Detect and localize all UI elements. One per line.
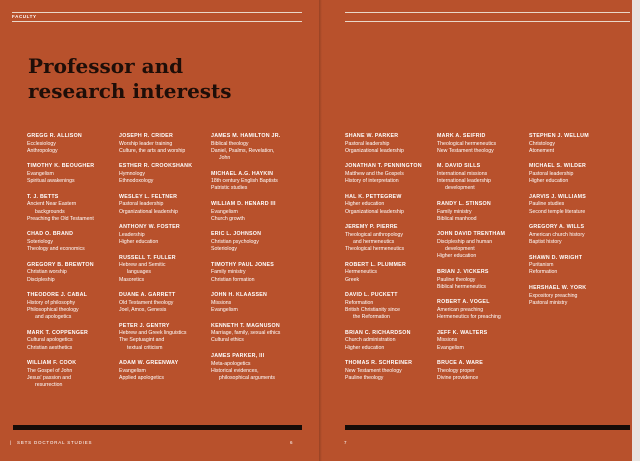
research-interest: Discipleship and human bbox=[437, 238, 493, 245]
research-interest: Evangelism bbox=[27, 170, 54, 177]
research-interest: Evangelism bbox=[211, 306, 238, 313]
title-line: Professor and bbox=[28, 54, 184, 78]
faculty-entry bbox=[437, 201, 527, 223]
research-interest: Joel, Amos, Genesis bbox=[119, 306, 167, 313]
research-interest: Matthew and the Gospels bbox=[345, 170, 404, 177]
research-interest: Higher education bbox=[437, 253, 477, 260]
faculty-name: PETER J. GENTRY bbox=[119, 322, 170, 329]
research-interest: Culture, the arts and worship bbox=[119, 147, 186, 154]
faculty-entry bbox=[437, 330, 527, 352]
research-interest: and apologetics bbox=[35, 314, 72, 321]
faculty-entry bbox=[437, 133, 527, 155]
faculty-name: GREGORY A. WILLS bbox=[529, 224, 585, 231]
research-interest: Higher education bbox=[119, 238, 159, 245]
research-interest: 18th century English Baptists bbox=[211, 178, 278, 185]
faculty-name: ADAM W. GREENWAY bbox=[119, 360, 179, 367]
faculty-entry bbox=[119, 163, 209, 185]
research-interest: backgrounds bbox=[35, 208, 65, 215]
faculty-name: MICHAEL S. WILDER bbox=[529, 163, 587, 170]
faculty-entry bbox=[437, 360, 527, 382]
faculty-name: JARVIS J. WILLIAMS bbox=[529, 193, 587, 200]
faculty-entry bbox=[437, 231, 527, 260]
faculty-column-5 bbox=[437, 133, 527, 382]
section-tag: FACULTY bbox=[12, 14, 37, 19]
faculty-name: RUSSELL T. FULLER bbox=[119, 254, 176, 261]
page-number-left: 6 bbox=[290, 440, 293, 445]
research-interest: Hymnology bbox=[119, 170, 145, 177]
faculty-entry bbox=[345, 163, 435, 185]
research-interest: Theology and economics bbox=[27, 246, 85, 253]
faculty-entry bbox=[437, 269, 527, 291]
research-interest: development bbox=[445, 246, 475, 253]
research-interest: Biblical hermeneutics bbox=[437, 283, 487, 290]
faculty-entry bbox=[529, 133, 619, 155]
research-interest: British Christianity since bbox=[345, 306, 401, 313]
research-interest: Daniel, Psalms, Revelation, bbox=[211, 147, 275, 154]
research-interest: Pastoral leadership bbox=[119, 201, 164, 208]
research-interest: Spiritual awakenings bbox=[27, 178, 75, 185]
footer-bar-right bbox=[345, 425, 630, 430]
research-interest: Hermeneutics bbox=[345, 269, 378, 276]
faculty-entry bbox=[529, 224, 619, 246]
faculty-entry bbox=[27, 231, 117, 253]
faculty-entry bbox=[529, 255, 619, 277]
research-interest: International missions bbox=[437, 170, 488, 177]
research-interest: Historical evidences, bbox=[211, 367, 259, 374]
faculty-entry bbox=[211, 133, 301, 162]
faculty-entry bbox=[529, 194, 619, 216]
research-interest: American preaching bbox=[437, 306, 484, 313]
research-interest: Meta-apologetics bbox=[211, 360, 251, 367]
faculty-name: THOMAS R. SCHREINER bbox=[345, 360, 413, 367]
research-interest: Ecclesiology bbox=[27, 140, 56, 147]
faculty-entry bbox=[27, 360, 117, 389]
faculty-entry bbox=[119, 194, 209, 216]
footer-bar-left bbox=[13, 425, 302, 430]
research-interest: Hebrew and Greek linguistics bbox=[119, 330, 187, 337]
faculty-column-6 bbox=[529, 133, 619, 307]
faculty-name: WILLIAM F. COOK bbox=[27, 360, 77, 367]
faculty-name: DAVID L. PUCKETT bbox=[345, 292, 398, 299]
faculty-name: MARK T. COPPENGER bbox=[27, 329, 89, 336]
faculty-entry bbox=[119, 255, 209, 284]
faculty-entry bbox=[119, 292, 209, 314]
research-interest: Church administration bbox=[345, 337, 396, 344]
research-interest: Theological anthropology bbox=[345, 231, 403, 238]
research-interest: development bbox=[445, 185, 475, 192]
research-interest: Biblical manhood bbox=[437, 215, 477, 222]
footer-marker: | bbox=[10, 440, 12, 445]
scroll-edge bbox=[632, 0, 640, 461]
research-interest: resurrection bbox=[35, 382, 63, 389]
faculty-name: BRIAN J. VICKERS bbox=[437, 269, 489, 276]
research-interest: languages bbox=[127, 269, 151, 276]
research-interest: Christian psychology bbox=[211, 238, 259, 245]
faculty-entry bbox=[529, 285, 619, 307]
research-interest: Pauline theology bbox=[437, 276, 476, 283]
research-interest: Organizational leadership bbox=[345, 147, 404, 154]
research-interest: Church growth bbox=[211, 215, 245, 222]
faculty-column-1 bbox=[27, 133, 117, 389]
faculty-name: WILLIAM D. HENARD III bbox=[211, 201, 276, 208]
faculty-name: JEREMY P. PIERRE bbox=[345, 224, 398, 231]
faculty-name: JONATHAN T. PENNINGTON bbox=[345, 163, 422, 170]
faculty-name: GREGORY B. BREWTON bbox=[27, 261, 94, 268]
research-interest: philosophical arguments bbox=[219, 374, 275, 381]
header-rule-left bbox=[12, 21, 302, 22]
faculty-entry bbox=[345, 360, 435, 382]
faculty-name: KENNETH T. MAGNUSON bbox=[211, 322, 280, 329]
faculty-entry bbox=[119, 133, 209, 155]
research-interest: Pastoral leadership bbox=[529, 170, 574, 177]
faculty-entry bbox=[27, 292, 117, 321]
top-rule-right bbox=[345, 12, 630, 13]
research-interest: Hebrew and Semitic bbox=[119, 262, 166, 269]
research-interest: Patristic studies bbox=[211, 185, 248, 192]
faculty-name: THEODORE J. CABAL bbox=[27, 292, 88, 299]
research-interest: The Septuagint and bbox=[119, 337, 165, 344]
faculty-name: SHANE W. PARKER bbox=[345, 133, 399, 139]
faculty-entry bbox=[345, 133, 435, 155]
faculty-entry bbox=[119, 360, 209, 382]
research-interest: American church history bbox=[529, 231, 585, 238]
faculty-name: JOHN H. KLAASSEN bbox=[211, 292, 268, 299]
faculty-name: JAMES PARKER, III bbox=[211, 353, 265, 360]
faculty-entry bbox=[211, 262, 301, 284]
faculty-name: M. DAVID SILLS bbox=[437, 163, 481, 170]
title-line: research interests bbox=[28, 79, 232, 103]
research-interest: Biblical theology bbox=[211, 140, 249, 147]
research-interest: Soteriology bbox=[211, 246, 237, 253]
footer-publication: SBTS DOCTORAL STUDIES bbox=[17, 440, 93, 445]
research-interest: Christology bbox=[529, 140, 555, 147]
research-interest: Evangelism bbox=[119, 367, 146, 374]
research-interest: The Gospel of John bbox=[27, 367, 73, 374]
faculty-name: JEFF K. WALTERS bbox=[437, 329, 488, 336]
faculty-entry bbox=[345, 292, 435, 321]
faculty-entry bbox=[211, 323, 301, 345]
faculty-name: DUANE A. GARRETT bbox=[119, 292, 176, 299]
faculty-entry bbox=[529, 163, 619, 185]
faculty-name: T. J. BETTS bbox=[27, 193, 59, 200]
research-interest: Discipleship bbox=[27, 276, 55, 283]
faculty-column-2 bbox=[119, 133, 209, 382]
research-interest: Cultural ethics bbox=[211, 337, 244, 344]
research-interest: Christian aesthetics bbox=[27, 344, 73, 351]
research-interest: Preaching the Old Testament bbox=[27, 215, 94, 222]
research-interest: Family ministry bbox=[437, 208, 472, 215]
faculty-name: JAMES M. HAMILTON JR. bbox=[211, 133, 281, 139]
faculty-entry bbox=[211, 353, 301, 382]
faculty-name: ANTHONY W. FOSTER bbox=[119, 224, 180, 231]
research-interest: Divine providence bbox=[437, 374, 479, 381]
research-interest: Pauline theology bbox=[345, 374, 384, 381]
research-interest: Worship leader training bbox=[119, 140, 173, 147]
faculty-name: ROBERT L. PLUMMER bbox=[345, 261, 407, 268]
header-rule-right bbox=[345, 21, 630, 22]
faculty-name: BRIAN C. RICHARDSON bbox=[345, 329, 411, 336]
research-interest: New Testament theology bbox=[437, 147, 494, 154]
research-interest: John bbox=[219, 154, 231, 161]
faculty-entry bbox=[27, 194, 117, 223]
research-interest: Greek bbox=[345, 276, 360, 283]
page-title bbox=[28, 54, 278, 104]
faculty-entry bbox=[27, 163, 117, 185]
faculty-entry bbox=[27, 133, 117, 155]
research-interest: Old Testament theology bbox=[119, 299, 174, 306]
faculty-entry bbox=[437, 299, 527, 321]
research-interest: Hermeneutics for preaching bbox=[437, 314, 501, 321]
research-interest: Leadership bbox=[119, 231, 145, 238]
faculty-entry bbox=[119, 323, 209, 352]
faculty-entry bbox=[119, 224, 209, 246]
faculty-column-4 bbox=[345, 133, 435, 382]
research-interest: History of philosophy bbox=[27, 299, 76, 306]
research-interest: Missions bbox=[211, 299, 232, 306]
faculty-name: ERIC L. JOHNSON bbox=[211, 231, 262, 238]
faculty-name: HERSHAEL W. YORK bbox=[529, 285, 587, 292]
research-interest: Missions bbox=[437, 337, 458, 344]
research-interest: International leadership bbox=[437, 178, 491, 185]
research-interest: Reformation bbox=[529, 269, 558, 276]
faculty-entry bbox=[211, 201, 301, 223]
research-interest: the Reformation bbox=[353, 314, 390, 321]
research-interest: Theological hermeneutics bbox=[345, 246, 405, 253]
research-interest: Jesus' passion and bbox=[27, 374, 71, 381]
faculty-name: TIMOTHY PAUL JONES bbox=[211, 261, 275, 268]
research-interest: Pastoral leadership bbox=[345, 140, 390, 147]
faculty-entry bbox=[211, 171, 301, 193]
faculty-entry bbox=[27, 262, 117, 284]
faculty-name: WESLEY L. FELTNER bbox=[119, 193, 178, 200]
research-interest: Anthropology bbox=[27, 147, 58, 154]
faculty-name: MARK A. SEIFRID bbox=[437, 133, 486, 139]
faculty-name: MICHAEL A.G. HAYKIN bbox=[211, 170, 274, 177]
research-interest: Theological hermeneutics bbox=[437, 140, 497, 147]
faculty-name: SHAWN D. WRIGHT bbox=[529, 254, 583, 261]
research-interest: Family ministry bbox=[211, 269, 246, 276]
research-interest: New Testament theology bbox=[345, 367, 402, 374]
research-interest: Theology proper bbox=[437, 367, 475, 374]
research-interest: Masoretics bbox=[119, 276, 145, 283]
faculty-name: ROBERT A. VOGEL bbox=[437, 299, 490, 306]
faculty-entry bbox=[345, 330, 435, 352]
faculty-name: JOHN DAVID TRENTHAM bbox=[437, 231, 506, 238]
faculty-entry bbox=[345, 224, 435, 253]
research-interest: Evangelism bbox=[211, 208, 238, 215]
faculty-entry bbox=[27, 330, 117, 352]
faculty-entry bbox=[211, 292, 301, 314]
research-interest: Baptist history bbox=[529, 238, 562, 245]
research-interest: textual criticism bbox=[127, 344, 163, 351]
faculty-name: RANDY L. STINSON bbox=[437, 201, 491, 208]
research-interest: Reformation bbox=[345, 299, 374, 306]
faculty-name: CHAD O. BRAND bbox=[27, 231, 74, 238]
research-interest: Soteriology bbox=[27, 238, 53, 245]
research-interest: History of interpretation bbox=[345, 178, 399, 185]
faculty-name: STEPHEN J. WELLUM bbox=[529, 133, 589, 139]
research-interest: Puritanism bbox=[529, 262, 554, 269]
research-interest: Pastoral ministry bbox=[529, 299, 568, 306]
research-interest: Ancient Near Eastern bbox=[27, 201, 77, 208]
research-interest: Expository preaching bbox=[529, 292, 578, 299]
research-interest: Organizational leadership bbox=[345, 208, 404, 215]
research-interest: Higher education bbox=[345, 201, 385, 208]
research-interest: Philosophical theology bbox=[27, 306, 79, 313]
faculty-name: GREGG R. ALLISON bbox=[27, 133, 83, 139]
research-interest: Evangelism bbox=[437, 344, 464, 351]
research-interest: Applied apologetics bbox=[119, 374, 164, 381]
page-gutter bbox=[319, 0, 322, 461]
faculty-entry bbox=[345, 194, 435, 216]
faculty-name: BRUCE A. WARE bbox=[437, 360, 484, 367]
research-interest: Marriage, family, sexual ethics bbox=[211, 330, 281, 337]
research-interest: Pauline studies bbox=[529, 201, 565, 208]
page-number-right: 7 bbox=[344, 440, 347, 445]
research-interest: Atonement bbox=[529, 147, 555, 154]
faculty-entry bbox=[437, 163, 527, 192]
research-interest: Ethnodoxology bbox=[119, 178, 154, 185]
faculty-name: JOSEPH R. CRIDER bbox=[119, 133, 174, 139]
research-interest: Christian formation bbox=[211, 276, 255, 283]
faculty-entry bbox=[345, 262, 435, 284]
research-interest: Cultural apologetics bbox=[27, 337, 73, 344]
research-interest: Higher education bbox=[529, 178, 569, 185]
research-interest: Christian worship bbox=[27, 269, 67, 276]
faculty-name: HAL K. PETTEGREW bbox=[345, 193, 402, 200]
faculty-entry bbox=[211, 231, 301, 253]
research-interest: Higher education bbox=[345, 344, 385, 351]
faculty-name: ESTHER R. CROOKSHANK bbox=[119, 163, 193, 170]
top-rule-left bbox=[12, 12, 302, 13]
research-interest: Organizational leadership bbox=[119, 208, 178, 215]
faculty-column-3 bbox=[211, 133, 301, 382]
research-interest: Second temple literature bbox=[529, 208, 586, 215]
research-interest: and hermeneutics bbox=[353, 238, 395, 245]
faculty-name: TIMOTHY K. BEOUGHER bbox=[27, 163, 95, 170]
